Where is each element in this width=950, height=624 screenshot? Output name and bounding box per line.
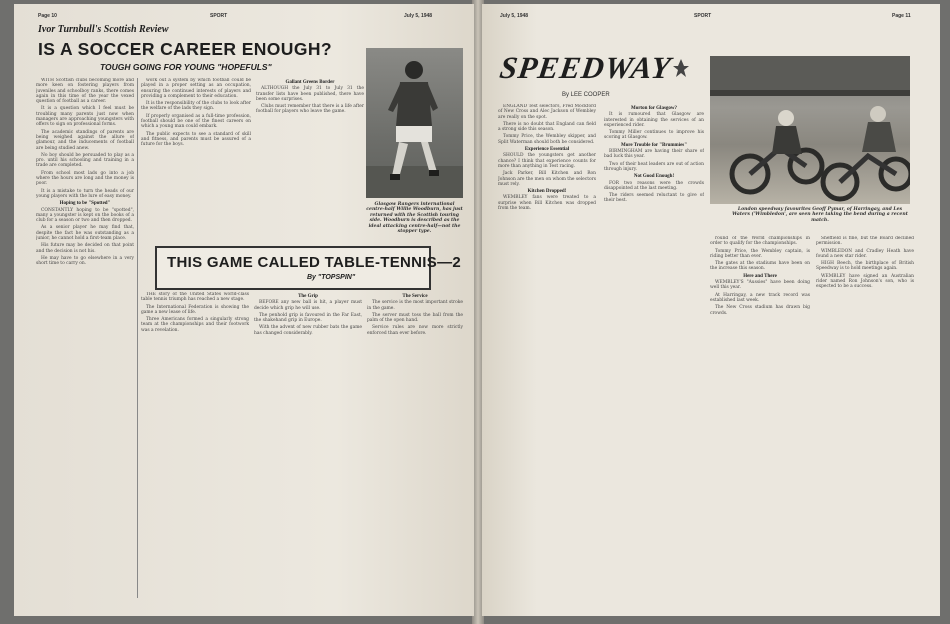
table-tennis-column-3: [367, 292, 463, 598]
paragraph: Tommy Price, the Wembley skipper, and Split Waterman should both be considered.: [498, 134, 596, 145]
footballer-figure: [366, 48, 463, 198]
paragraph: No boy should be persuaded to play as a pro. until his schooling and training in a trade are completed.: [36, 152, 134, 169]
table-tennis-title-box: [155, 246, 462, 290]
paragraph: WEMBLEY fans were treated to a surprise when Bill Kitchen was dropped from the team.: [498, 195, 596, 212]
paragraph: The New Cross stadium has drawn big crowds.: [710, 305, 810, 316]
subheading: More Trouble for "Brummies": [620, 142, 688, 148]
paragraph: There is no doubt that England can field a strong side this season.: [498, 121, 596, 133]
right-page-number: Page 11: [892, 13, 911, 19]
speedway-photo: [710, 56, 910, 204]
paragraph: It is a question which I feel must be troubling many parents just now when managers are approaching youngsters with offers to sign on professional forms.: [36, 106, 134, 128]
paragraph: The riders seemed reluctant to give of their best.: [604, 193, 704, 204]
paragraph: FOR two reasons were the crowds disappointed at the last meeting.: [604, 180, 704, 191]
paragraph: From school most lads go into a job where the hours are long and the money is poor.: [36, 170, 134, 187]
paragraph: Clubs must remember that there is a life after football for players who leave the game.: [256, 104, 364, 115]
paragraph: Tommy Price, the Wembley captain, is riding better than ever.: [710, 248, 810, 259]
subheadline: TOUGH GOING FOR YOUNG "HOPEFULS": [100, 62, 272, 72]
left-page-number: Page 10: [38, 13, 57, 19]
speedway-byline: By LEE COOPER: [562, 92, 610, 98]
speedway-column-4: [816, 236, 914, 598]
table-tennis-title: THIS GAME CALLED TABLE-TENNIS—2: [167, 254, 462, 271]
paragraph: BIRMINGHAM are having their share of bad luck this year.: [604, 149, 704, 160]
soccer-column-1: [36, 78, 134, 598]
paragraph: The service is the most important stroke in the game.: [367, 300, 463, 311]
right-page-section: SPORT: [694, 13, 712, 19]
paragraph: WITH Scottish clubs becoming more and more keen on fostering players from juveniles and schoolboy ranks, there comes again in this time of the year the vexed question of football as a career.: [36, 78, 134, 105]
column-divider: [137, 78, 138, 598]
paragraph: It is the responsibility of the clubs to look after the welfare of the lads they sign.: [141, 101, 251, 112]
paragraph: The public expects to see a standard of skill and fitness, and parents must be assured of a future for the boys.: [141, 131, 251, 148]
paragraph: At Harringay, a new track record was established last week.: [710, 292, 810, 303]
subheading: The Service: [402, 294, 428, 299]
main-headline: IS A SOCCER CAREER ENOUGH?: [38, 39, 332, 59]
speedway-column-3: [710, 236, 810, 598]
paragraph: work out a system by which football could be played in a proper setting as an occupation, ensuring the continued interests of players and providing a complement to their education.: [141, 78, 251, 99]
table-tennis-column-2: [254, 292, 362, 598]
paragraph: Sheffield is fine, but the Board declined permission.: [816, 236, 914, 247]
paragraph: The penhold grip is favoured in the Far East, the shakehand grip in Europe.: [254, 312, 362, 324]
paragraph: Three Americans formed a singularly strong team at the championships and their footwork was a revelation.: [141, 317, 249, 333]
paragraph: ENGLAND Test selectors, Fred Mockford of New Cross and Alec Jackson of Wembley are really on the spot.: [498, 104, 596, 120]
speedway-column-1: [498, 104, 596, 598]
paragraph: THE story of the United States world-class table tennis triumph has reached a new stage.: [141, 292, 249, 303]
speedway-emblem-icon: [672, 58, 690, 78]
subheading: Morton for Glasgow?: [630, 106, 677, 111]
subheading: Gallant Greens Border: [285, 80, 335, 85]
speedway-column-2: [604, 104, 704, 598]
subheading: Experience Essential: [524, 147, 570, 153]
left-page-date: July 5, 1948: [404, 13, 433, 19]
paragraph: BEFORE any new ball is hit, a player must decide which grip he will use.: [254, 300, 362, 311]
footballer-photo: [366, 48, 463, 198]
speedway-caption: London speedway favourites Geoff Pymar, of Harringay, and Les Waters ('Wimbledon', are seen here taking the bend during a recent match.: [732, 207, 908, 223]
soccer-column-3: [256, 78, 364, 243]
subheading: Kitchen Dropped!: [527, 189, 567, 195]
footballer-caption: Glasgow Rangers international centre-half Willie Woodburn, has just returned with the Scottish touring side. Woodburn is described as the ideal attacking centre-half—not the stopper type.: [366, 202, 463, 235]
paragraph: His future may be decided on that point and the decision is not his.: [36, 243, 134, 254]
paragraph: Jack Parker, Bill Kitchen and Ron Johnson are the men on whom the selectors must rely.: [498, 171, 596, 187]
paragraph: WEMBLEY'S "Aussies" have been doing well this year.: [710, 280, 810, 291]
paragraph: It is rumoured that Glasgow are interested in obtaining the services of an experienced rider.: [604, 112, 704, 128]
table-tennis-byline: By "TOPSPIN": [307, 274, 356, 281]
review-title: Ivor Turnbull's Scottish Review: [38, 24, 169, 35]
paragraph: WIMBLEDON and Cradley Heath have found a new star rider.: [816, 248, 914, 259]
subheading: Hoping to be "Spotted": [59, 201, 111, 207]
paragraph: With the advent of new rubber bats the game has changed considerably.: [254, 325, 362, 336]
paragraph: Service rules are now more strictly enforced than ever before.: [367, 325, 463, 336]
paragraph: The International Federation is showing the game a new lease of life.: [141, 304, 249, 315]
right-page: [482, 4, 940, 616]
paragraph: ALTHOUGH the July 31 to July 31 the transfer lists have been published, there have been some surprises.: [256, 86, 364, 102]
paragraph: Two of their heat leaders are out of action through injury.: [604, 161, 704, 172]
left-page: [14, 4, 474, 616]
subheading: Here and There: [743, 273, 777, 279]
speedway-riders-figure: [710, 56, 910, 204]
paragraph: The gates at the stadiums have been on the increase this season.: [710, 261, 810, 272]
paragraph: If properly organised as a full-time profession, football should be one of the finest careers on which a young man could embark.: [141, 113, 251, 130]
paragraph: As a senior player he may find that, despite the fact he was outstanding as a junior, he cannot hold a first-team place.: [36, 225, 134, 242]
paragraph: CONSTANTLY hoping to be "spotted", many a youngster is kept on the books of a club for a season or two and then dropped.: [36, 207, 134, 224]
table-tennis-column-1: [141, 292, 249, 598]
subheading: Not Good Enough!: [633, 174, 675, 180]
right-page-date: July 5, 1948: [500, 13, 529, 19]
paragraph: Tommy Miller continues to improve his scoring at Glasgow.: [604, 130, 704, 141]
subheading: The Grip: [298, 294, 318, 299]
left-page-section: SPORT: [210, 13, 228, 19]
speedway-title: SPEEDWAY: [497, 50, 674, 85]
paragraph: The server must toss the ball from the palm of the open hand.: [367, 312, 463, 324]
paragraph: WEMBLEY have signed an Australian rider named Ron Johnson's son, who is expected to be a success.: [816, 273, 914, 290]
paragraph: SHOULD the youngsters get another chance? I think that experience counts for more than anything in Test racing.: [498, 153, 596, 169]
soccer-column-2: [141, 78, 251, 243]
paragraph: round of the World championships in order to qualify for the championships.: [710, 236, 810, 247]
paragraph: It is a mistake to turn the heads of our young players with the lure of easy money.: [36, 188, 134, 199]
paragraph: HIGH Beech, the birthplace of British Speedway is to hold meetings again.: [816, 261, 914, 272]
paragraph: He may have to go elsewhere in a very short time to carry on.: [36, 255, 134, 267]
paragraph: The academic standings of parents are being weighed against the allure of glamour, and the inducements of football are being studied anew.: [36, 129, 134, 151]
